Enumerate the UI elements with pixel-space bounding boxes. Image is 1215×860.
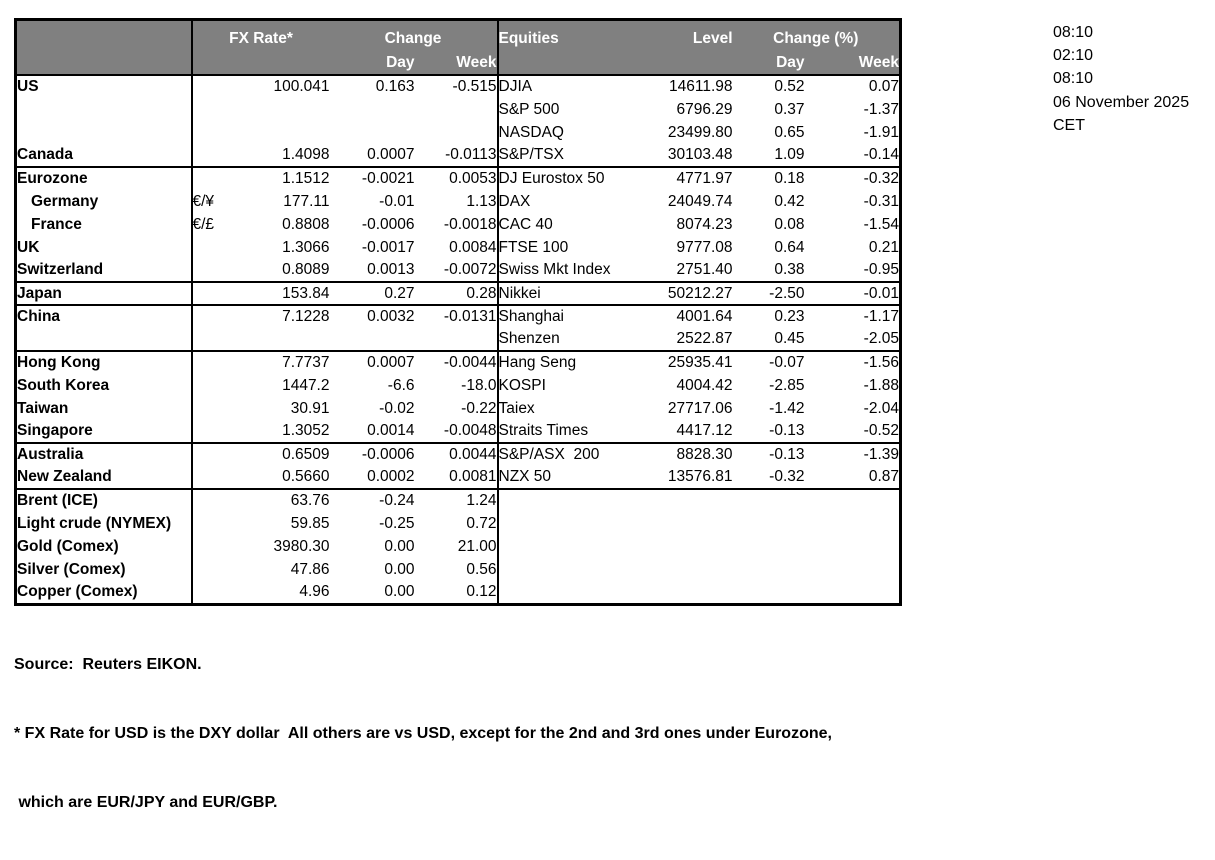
fx-region-name: Canada bbox=[16, 144, 192, 167]
fx-pair-label bbox=[192, 512, 250, 535]
equity-level: 8074.23 bbox=[676, 215, 733, 233]
fx-pair-label bbox=[192, 167, 250, 190]
equity-week-change: -1.91 bbox=[863, 123, 899, 141]
fx-day-change: 0.27 bbox=[330, 282, 415, 305]
fx-rate-value: 0.8089 bbox=[250, 259, 330, 282]
fx-pair-label bbox=[192, 397, 250, 420]
equity-name: FTSE 100 bbox=[498, 238, 569, 256]
equity-week-change bbox=[805, 581, 901, 604]
fx-region-name bbox=[16, 121, 192, 144]
equity-day-change: 0.45 bbox=[733, 328, 805, 351]
equity-week-change: -1.56 bbox=[863, 354, 899, 372]
equity-level: 24049.74 bbox=[667, 192, 733, 210]
equity-name: DJIA bbox=[498, 78, 533, 96]
fx-week-change: -0.515 bbox=[415, 75, 498, 98]
equity-day-change: 0.18 bbox=[774, 170, 805, 188]
table-row bbox=[16, 489, 901, 512]
fx-region-name: US bbox=[16, 75, 192, 98]
equity-level: 2522.87 bbox=[650, 328, 733, 351]
equity-week-change: -1.88 bbox=[863, 376, 899, 394]
equity-day-change bbox=[733, 535, 805, 558]
equity-name: NASDAQ bbox=[498, 123, 564, 141]
fx-rate-value: 1.1512 bbox=[282, 170, 330, 188]
fx-rate-value: 0.8808 bbox=[282, 215, 330, 233]
equity-week-change: -1.17 bbox=[863, 308, 899, 326]
fx-pair-label bbox=[192, 144, 250, 167]
fx-region-name: New Zealand bbox=[16, 466, 192, 489]
fx-week-column-header: Week bbox=[415, 50, 498, 75]
table-row bbox=[16, 98, 901, 121]
fx-day-change: 0.0002 bbox=[330, 466, 415, 489]
equity-week-change: 0.07 bbox=[868, 78, 899, 96]
fx-pair-label bbox=[192, 374, 250, 397]
fx-day-change: -0.02 bbox=[379, 399, 415, 417]
equity-day-change: 0.64 bbox=[774, 238, 805, 256]
fx-rate-value: 4.96 bbox=[299, 583, 330, 600]
fx-week-change: 0.72 bbox=[415, 512, 498, 535]
fx-rate-value: 59.85 bbox=[290, 514, 330, 532]
equity-name bbox=[498, 558, 650, 581]
equity-day-change bbox=[733, 512, 805, 535]
equities-column-header: Equities bbox=[498, 20, 650, 51]
region-column-header bbox=[16, 20, 192, 51]
source-note: Source: Reuters EIKON. bbox=[14, 656, 202, 673]
fx-region-name bbox=[16, 98, 192, 121]
fx-rate-value: 153.84 bbox=[250, 282, 330, 305]
equity-week-change: -1.39 bbox=[863, 446, 899, 464]
table-row bbox=[16, 581, 901, 604]
fx-week-change: 1.24 bbox=[415, 489, 498, 512]
fx-rate-value: 30.91 bbox=[290, 399, 330, 417]
equity-day-change: -2.85 bbox=[769, 376, 805, 394]
equity-week-change: -2.05 bbox=[805, 328, 901, 351]
equity-level: 50212.27 bbox=[650, 282, 733, 305]
fx-day-change: -0.25 bbox=[379, 514, 415, 532]
equity-level: 27717.06 bbox=[667, 399, 733, 417]
fx-pair-label: €/£ bbox=[192, 215, 215, 233]
equity-name: Straits Times bbox=[498, 420, 650, 443]
table-row bbox=[16, 75, 901, 98]
footer-notes bbox=[14, 607, 832, 860]
fx-pair-label bbox=[192, 98, 250, 121]
equity-name: Taiex bbox=[498, 399, 535, 417]
fx-week-change: 0.0044 bbox=[415, 443, 498, 466]
equity-day-change bbox=[733, 489, 805, 512]
equity-day-change bbox=[733, 581, 805, 604]
fx-pair-label bbox=[192, 535, 250, 558]
fx-region-name: Germany bbox=[16, 190, 192, 213]
equity-day-change: 0.08 bbox=[774, 215, 805, 233]
equity-day-change: -0.13 bbox=[769, 446, 805, 464]
equity-name bbox=[498, 535, 650, 558]
fx-rate-value: 47.86 bbox=[290, 560, 330, 578]
fx-day-change bbox=[330, 98, 415, 121]
table-row bbox=[16, 259, 901, 282]
equity-week-change: -1.37 bbox=[863, 100, 899, 118]
table-header-row-1 bbox=[16, 20, 901, 51]
fx-pair-label bbox=[192, 75, 250, 98]
fx-region-name: South Korea bbox=[16, 374, 192, 397]
fx-week-change: 0.28 bbox=[415, 282, 498, 305]
fx-pair-label bbox=[192, 259, 250, 282]
fx-week-change: 0.0084 bbox=[415, 236, 498, 259]
fx-day-change bbox=[330, 121, 415, 144]
fx-region-name: Japan bbox=[16, 282, 192, 305]
fx-region-name: Copper (Comex) bbox=[16, 581, 192, 604]
equity-name: S&P/ASX 200 bbox=[498, 446, 600, 464]
rate-subheader-spacer bbox=[250, 50, 330, 75]
fx-week-change: 0.12 bbox=[415, 581, 498, 604]
equities-week-column-header: Week bbox=[805, 50, 901, 75]
equity-name: DJ Eurostox 50 bbox=[498, 170, 605, 188]
equity-week-change: -1.54 bbox=[863, 215, 899, 233]
report-date: 06 November 2025 bbox=[1053, 93, 1190, 111]
equity-week-change: -0.01 bbox=[805, 282, 901, 305]
fx-day-change: -0.01 bbox=[379, 192, 415, 210]
equity-level: 2751.40 bbox=[650, 259, 733, 282]
equity-level: 14611.98 bbox=[669, 78, 733, 96]
equity-day-change: 0.38 bbox=[733, 259, 805, 282]
table-row bbox=[16, 121, 901, 144]
fx-week-change bbox=[415, 121, 498, 144]
equity-day-change: -2.50 bbox=[733, 282, 805, 305]
fx-day-change: 0.00 bbox=[384, 583, 415, 600]
fx-rate-value: 0.5660 bbox=[250, 466, 330, 489]
fx-day-change: -0.0017 bbox=[361, 238, 415, 256]
equity-level bbox=[650, 535, 733, 558]
table-row bbox=[16, 167, 901, 190]
fx-region-name: Taiwan bbox=[16, 397, 192, 420]
fx-footnote-line-2: which are EUR/JPY and EUR/GBP. bbox=[14, 794, 278, 811]
equity-level: 30103.48 bbox=[650, 144, 733, 167]
equity-day-change: -0.13 bbox=[733, 420, 805, 443]
fx-region-name: Eurozone bbox=[16, 167, 192, 190]
fx-rate-value: 1.3066 bbox=[282, 238, 330, 256]
fx-day-change: -0.0006 bbox=[361, 215, 415, 233]
equity-week-change: -0.52 bbox=[805, 420, 901, 443]
fx-rate-value: 1447.2 bbox=[282, 376, 330, 394]
market-summary-table bbox=[14, 18, 902, 606]
table-header bbox=[16, 20, 901, 76]
table-row bbox=[16, 397, 901, 420]
equity-level: 9777.08 bbox=[676, 238, 733, 256]
fx-pair-label bbox=[192, 420, 250, 443]
equity-name bbox=[498, 581, 650, 604]
equity-name: NZX 50 bbox=[498, 466, 650, 489]
equity-week-change: 0.87 bbox=[805, 466, 901, 489]
equity-day-change: 1.09 bbox=[733, 144, 805, 167]
fx-pair-label bbox=[192, 305, 250, 328]
fx-day-change: 0.00 bbox=[384, 560, 415, 578]
fx-pair-label bbox=[192, 581, 250, 604]
equity-week-change bbox=[805, 558, 901, 581]
fx-day-change: 0.0007 bbox=[367, 354, 415, 372]
table-row bbox=[16, 420, 901, 443]
equity-week-change: -0.95 bbox=[805, 259, 901, 282]
equity-name bbox=[498, 489, 650, 512]
equity-day-change: -1.42 bbox=[769, 399, 805, 417]
table-row bbox=[16, 328, 901, 351]
level-column-header: Level bbox=[650, 20, 733, 51]
fx-week-change: -0.0113 bbox=[415, 144, 498, 167]
fx-day-change: 0.0007 bbox=[330, 144, 415, 167]
equity-level: 8828.30 bbox=[676, 446, 733, 464]
fx-week-change: 1.13 bbox=[415, 190, 498, 213]
equity-level: 4417.12 bbox=[650, 420, 733, 443]
table-row bbox=[16, 213, 901, 236]
fx-rate-column-header: FX Rate* bbox=[192, 20, 330, 51]
fx-pair-label: €/¥ bbox=[192, 192, 215, 210]
equity-name: Swiss Mkt Index bbox=[498, 259, 650, 282]
fx-week-change: 0.0053 bbox=[415, 167, 498, 190]
table-row bbox=[16, 466, 901, 489]
fx-week-change bbox=[415, 98, 498, 121]
fx-week-change: -0.22 bbox=[415, 397, 498, 420]
fx-region-name: Brent (ICE) bbox=[16, 489, 192, 512]
fx-week-change: -0.0048 bbox=[415, 420, 498, 443]
equity-name: Nikkei bbox=[498, 282, 650, 305]
fx-week-change bbox=[415, 328, 498, 351]
fx-week-change: -0.0044 bbox=[415, 351, 498, 374]
equity-day-change: 0.37 bbox=[774, 100, 805, 118]
fx-week-change: 0.56 bbox=[415, 558, 498, 581]
fx-region-name: Hong Kong bbox=[16, 351, 192, 374]
equity-day-change: -0.32 bbox=[733, 466, 805, 489]
fx-rate-value bbox=[250, 121, 330, 144]
equity-name: Shenzen bbox=[498, 328, 650, 351]
fx-day-change: -0.24 bbox=[379, 492, 415, 510]
table-row bbox=[16, 351, 901, 374]
equity-level bbox=[650, 558, 733, 581]
fx-region-name: Australia bbox=[16, 443, 192, 466]
equity-day-change: 0.52 bbox=[774, 78, 805, 96]
level-subheader-spacer bbox=[650, 50, 733, 75]
fx-rate-value bbox=[250, 98, 330, 121]
fx-region-name: Singapore bbox=[16, 420, 192, 443]
fx-week-change: -0.0018 bbox=[415, 213, 498, 236]
fx-rate-value: 1.3052 bbox=[250, 420, 330, 443]
equity-level: 6796.29 bbox=[676, 100, 733, 118]
table-row bbox=[16, 535, 901, 558]
fx-update-time: 08:10 bbox=[1053, 24, 1094, 41]
table-row bbox=[16, 144, 901, 167]
equity-name: Hang Seng bbox=[498, 354, 577, 372]
fx-week-change: 0.0081 bbox=[415, 466, 498, 489]
equity-week-change: 0.21 bbox=[868, 238, 899, 256]
fx-rate-value: 1.4098 bbox=[250, 144, 330, 167]
fx-region-name: Light crude (NYMEX) bbox=[16, 512, 192, 535]
fx-rate-value: 7.7737 bbox=[282, 354, 330, 372]
fx-region-name: China bbox=[16, 305, 192, 328]
fx-pair-label bbox=[192, 282, 250, 305]
table-row bbox=[16, 190, 901, 213]
equity-level: 4004.42 bbox=[676, 376, 733, 394]
table-row bbox=[16, 512, 901, 535]
fx-pair-label bbox=[192, 558, 250, 581]
table-row bbox=[16, 558, 901, 581]
equity-name bbox=[498, 512, 650, 535]
table-row bbox=[16, 282, 901, 305]
fx-pair-label bbox=[192, 443, 250, 466]
fx-day-change: -0.0006 bbox=[361, 446, 415, 464]
fx-region-name: UK bbox=[16, 236, 192, 259]
fx-rate-value bbox=[250, 328, 330, 351]
equity-day-change: 0.42 bbox=[774, 192, 805, 210]
equity-day-change: -0.07 bbox=[769, 354, 805, 372]
fx-day-change: 0.163 bbox=[375, 78, 415, 96]
region-subheader-spacer bbox=[16, 50, 192, 75]
fx-change-column-header: Change bbox=[330, 20, 498, 51]
equity-level bbox=[650, 489, 733, 512]
fx-rate-value: 7.1228 bbox=[282, 308, 330, 326]
fx-day-change: -6.6 bbox=[387, 376, 415, 394]
fx-week-change: -18.0 bbox=[415, 374, 498, 397]
equity-name: DAX bbox=[498, 192, 531, 210]
fx-day-change bbox=[330, 328, 415, 351]
pair-subheader-spacer bbox=[192, 50, 250, 75]
timestamp-block bbox=[1053, 21, 1189, 137]
asia-update-time: 08:10 bbox=[1053, 70, 1094, 88]
fx-region-name: Gold (Comex) bbox=[16, 535, 192, 558]
equity-day-change: 0.23 bbox=[774, 308, 805, 326]
table-row bbox=[16, 374, 901, 397]
fx-week-change: -0.0072 bbox=[415, 259, 498, 282]
fx-pair-label bbox=[192, 236, 250, 259]
equity-level: 25935.41 bbox=[667, 354, 733, 372]
equity-day-change bbox=[733, 558, 805, 581]
equity-name: CAC 40 bbox=[498, 215, 553, 233]
equity-week-change: -0.31 bbox=[863, 192, 899, 210]
us-update-time: 02:10 bbox=[1053, 47, 1094, 65]
fx-day-change: 0.0032 bbox=[367, 308, 415, 326]
equity-name: KOSPI bbox=[498, 376, 546, 394]
equity-level: 13576.81 bbox=[650, 466, 733, 489]
fx-pair-label bbox=[192, 466, 250, 489]
equity-level bbox=[650, 512, 733, 535]
fx-region-name: Switzerland bbox=[16, 259, 192, 282]
timezone-label: CET bbox=[1053, 116, 1085, 134]
fx-day-change: 0.00 bbox=[384, 537, 415, 555]
equity-name: S&P 500 bbox=[498, 100, 560, 118]
fx-pair-label bbox=[192, 328, 250, 351]
table-row bbox=[16, 443, 901, 466]
equity-day-change: 0.65 bbox=[774, 123, 805, 141]
equity-name: S&P/TSX bbox=[498, 144, 650, 167]
table-row bbox=[16, 236, 901, 259]
fx-week-change: -0.0131 bbox=[415, 305, 498, 328]
equities-subheader-spacer bbox=[498, 50, 650, 75]
fx-week-change: 21.00 bbox=[415, 535, 498, 558]
equity-week-change bbox=[805, 489, 901, 512]
fx-day-change: -0.0021 bbox=[361, 170, 415, 188]
equity-week-change bbox=[805, 535, 901, 558]
fx-region-name: France bbox=[16, 213, 192, 236]
fx-pair-label bbox=[192, 489, 250, 512]
fx-region-name bbox=[16, 328, 192, 351]
equity-level: 4001.64 bbox=[676, 308, 733, 326]
equity-name: Shanghai bbox=[498, 308, 565, 326]
table-header-row-2 bbox=[16, 50, 901, 75]
fx-day-change: 0.0014 bbox=[330, 420, 415, 443]
equity-week-change bbox=[805, 512, 901, 535]
fx-rate-value: 63.76 bbox=[290, 492, 330, 510]
fx-pair-label bbox=[192, 121, 250, 144]
fx-region-name: Silver (Comex) bbox=[16, 558, 192, 581]
equity-week-change: -0.14 bbox=[805, 144, 901, 167]
table-body bbox=[16, 75, 901, 604]
equity-week-change: -2.04 bbox=[863, 399, 899, 417]
fx-day-column-header: Day bbox=[330, 50, 415, 75]
fx-rate-value: 177.11 bbox=[283, 192, 330, 210]
equity-week-change: -0.32 bbox=[863, 170, 899, 188]
fx-pair-label bbox=[192, 351, 250, 374]
fx-rate-value: 3980.30 bbox=[273, 537, 330, 555]
fx-rate-value: 100.041 bbox=[273, 78, 330, 96]
table-row bbox=[16, 305, 901, 328]
fx-day-change: 0.0013 bbox=[330, 259, 415, 282]
equity-level bbox=[650, 581, 733, 604]
equities-change-column-header: Change (%) bbox=[733, 20, 901, 51]
fx-rate-value: 0.6509 bbox=[282, 446, 330, 464]
equity-level: 4771.97 bbox=[676, 170, 733, 188]
equities-day-column-header: Day bbox=[733, 50, 805, 75]
fx-footnote-line-1: * FX Rate for USD is the DXY dollar All others are vs USD, except for the 2nd and 3rd ones under Eurozone, bbox=[14, 725, 832, 742]
equity-level: 23499.80 bbox=[667, 123, 733, 141]
